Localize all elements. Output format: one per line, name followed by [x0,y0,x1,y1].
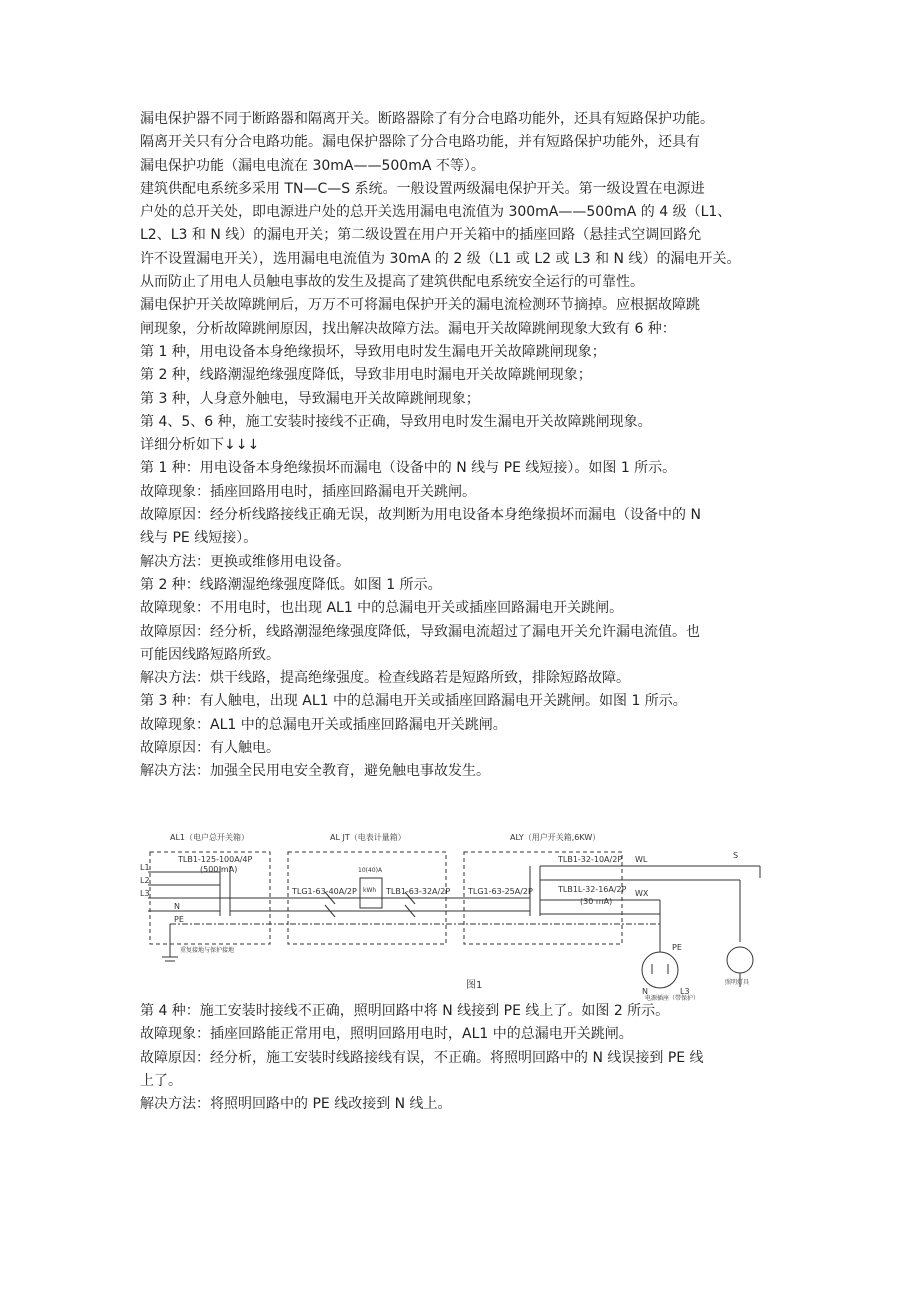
text-line: 第 3 种：有人触电，出现 AL1 中的总漏电开关或插座回路漏电开关跳闸。如图 1 所示。 [140,693,687,710]
text-line: 第 3 种，人身意外触电，导致漏电开关故障跳闸现象； [140,390,480,407]
text-line: 故障原因：有人触电。 [140,740,280,757]
wire-wx: WX [635,889,649,898]
box3-title: ALY（用户开关箱,6KW） [510,833,601,842]
wire-pe: PE [174,915,184,924]
text-line: 可能因线路短路所致。 [140,646,280,663]
text-line: 第 4 种：施工安装时接线不正确，照明回路中将 N 线接到 PE 线上了。如图 2 所示。 [140,1003,670,1019]
socket-pe: PE [672,943,682,952]
box2-title: AL JT（电表计量箱） [330,833,406,842]
wiring-diagram [140,822,788,1002]
text-line: 户处的总开关处，即电源进户处的总开关选用漏电电流值为 300mA——500mA 的 4 级（L1、 [140,204,732,221]
text-line: 故障原因：经分析，施工安装时线路接线有误，不正确。将照明回路中的 N 线误接到 PE 线 [140,1049,704,1066]
breaker-3a: TLG1-63-25A/2P [468,887,533,896]
wire-l3: L3 [140,889,150,898]
text-line: 故障现象：不用电时，也出现 AL1 中的总漏电开关或插座回路漏电开关跳闸。 [140,600,624,617]
breaker-2a: TLG1-63-40A/2P [292,887,357,896]
meter-unit: kWh [363,887,377,894]
socket [642,952,678,988]
lamp-note: 照明灯具 [725,979,750,986]
text-line: 隔离开关只有分合电路功能。漏电保护器除了分合电路功能，并有短路保护功能外，还具有 [140,134,700,151]
meter-label: 10(40)A [358,867,383,874]
socket-n: N [642,987,648,996]
text-line: 解决方法：加强全民用电安全教育，避免触电事故发生。 [140,763,490,780]
text-line: 解决方法：将照明回路中的 PE 线改接到 N 线上。 [140,1096,452,1113]
text-line: 漏电保护功能（漏电电流在 30mA——500mA 不等）。 [140,157,485,174]
breaker-3b: TLB1-32-10A/2P [558,855,623,864]
text-line: 第 2 种，线路潮湿绝缘强度降低，导致非用电时漏电开关故障跳闸现象； [140,367,592,384]
socket-note: 电源插座（带保护） [645,995,700,1002]
text-line: 第 1 种：用电设备本身绝缘损坏而漏电（设备中的 N 线与 PE 线短接）。如图 1 所示。 [140,460,677,477]
text-line: 上了。 [140,1072,182,1089]
breaker-2b: TLB1-63-32A/2P [386,887,451,896]
wire-l2: L2 [140,876,150,885]
text-line: 线与 PE 线短接）。 [140,530,258,547]
lamp [727,947,753,973]
text-line: 故障原因：经分析，线路潮湿绝缘强度降低，导致漏电流超过了漏电开关允许漏电流值。也 [140,623,700,640]
text-line: 解决方法：烘干线路，提高绝缘强度。检查线路若是短路所致，排除短路故障。 [140,670,630,687]
text-line: 从而防止了用电人员触电事故的发生及提高了建筑供配电系统安全运行的可靠性。 [140,274,644,291]
wire-l1: L1 [140,863,150,872]
text-line: 故障现象：插座回路用电时，插座回路漏电开关跳闸。 [140,483,476,500]
text-line: 闸现象，分析故障跳闸原因，找出解决故障方法。漏电开关故障跳闸现象大致有 6 种： [140,320,676,337]
text-line: 解决方法：更换或维修用电设备。 [140,553,350,570]
breaker-3c: TLB1L-32-16A/2P [558,885,627,894]
text-line: 漏电保护器不同于断路器和隔离开关。断路器除了有分合电路功能外，还具有短路保护功能。 [140,111,714,127]
body-text [140,108,800,784]
text-line: 漏电保护开关故障跳闸后，万万不可将漏电保护开关的漏电流检测环节摘掉。应根据故障跳 [140,297,700,314]
text-line: 建筑供配电系统多采用 TN—C—S 系统。一般设置两级漏电保护开关。第一级设置在电源进 [140,180,705,197]
box1-title: AL1（电户总开关箱） [170,833,250,842]
text-line: 故障现象：插座回路能正常用电，照明回路用电时，AL1 中的总漏电开关跳闸。 [140,1026,633,1043]
text-line: 故障现象：AL1 中的总漏电开关或插座回路漏电开关跳闸。 [140,716,507,733]
breaker-main-ma: (500 mA) [200,865,238,874]
text-line: 详细分析如下↓↓↓ [140,437,260,454]
text-line: 故障原因：经分析线路接线正确无误，故判断为用电设备本身绝缘损坏而漏电（设备中的 N [140,507,701,524]
wire-n: N [174,902,180,911]
body-text-after [140,1000,800,1116]
text-line: L2、L3 和 N 线）的漏电开关；第二级设置在用户开关箱中的插座回路（悬挂式空调回路允 [140,227,702,244]
switch-s: S [733,851,739,860]
ground-note: 重复接地与保护接地 [180,947,235,954]
figure-caption: 图1 [466,980,483,991]
figure-1 [140,822,788,1002]
text-line: 第 2 种：线路潮湿绝缘强度降低。如图 1 所示。 [140,576,442,593]
text-line: 许不设置漏电开关），选用漏电电流值为 30mA 的 2 级（L1 或 L2 或 L3 和 N 线）的漏电开关。 [140,250,741,267]
breaker-main: TLB1-125-100A/4P [178,855,253,864]
wire-wl: WL [635,855,648,864]
breaker-3c-ma: (30 mA) [580,897,613,906]
socket-l3: L3 [680,987,690,996]
text-line: 第 1 种，用电设备本身绝缘损坏，导致用电时发生漏电开关故障跳闸现象； [140,343,606,360]
text-line: 第 4、5、6 种，施工安装时接线不正确，导致用电时发生漏电开关故障跳闸现象。 [140,413,652,430]
